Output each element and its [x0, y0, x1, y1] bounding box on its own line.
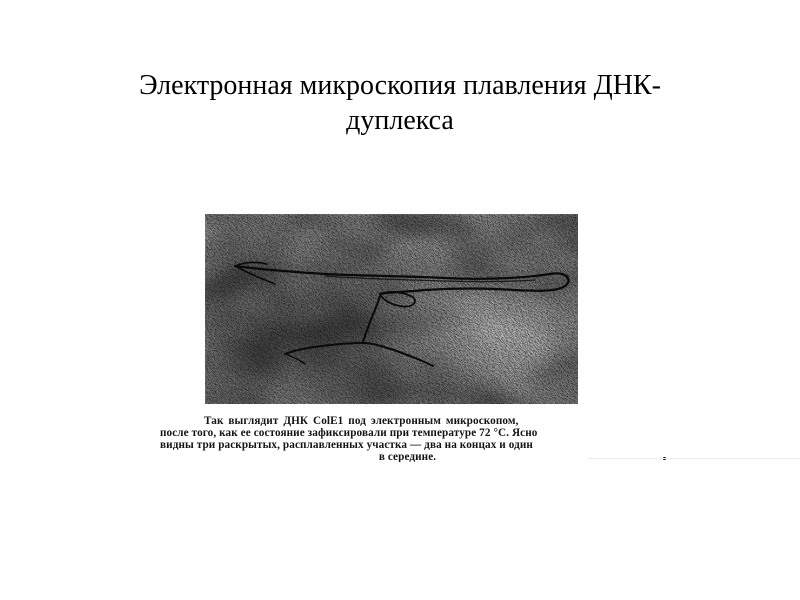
caption-line-2: после того, как ее состояние зафиксировали при температуре 72 °С. Ясно: [160, 427, 538, 439]
caption-line-1: Так выглядит ДНК ColE1 под электронным микроскопом,: [204, 415, 519, 427]
slide-title-line-2: дуплекса: [346, 105, 454, 136]
slide-title: [60, 68, 740, 138]
caption-line-3: видны три раскрытых, расплавленных участка — два на концах и один: [160, 439, 533, 451]
slide-title-line-1: Электронная микроскопия плавления ДНК-: [139, 70, 661, 101]
electron-micrograph: [205, 214, 578, 404]
caption-line-4: в середине.: [378, 451, 437, 462]
scan-artifact-line: [588, 458, 800, 459]
micrograph-image: [205, 214, 578, 404]
figure-caption: [160, 415, 625, 462]
